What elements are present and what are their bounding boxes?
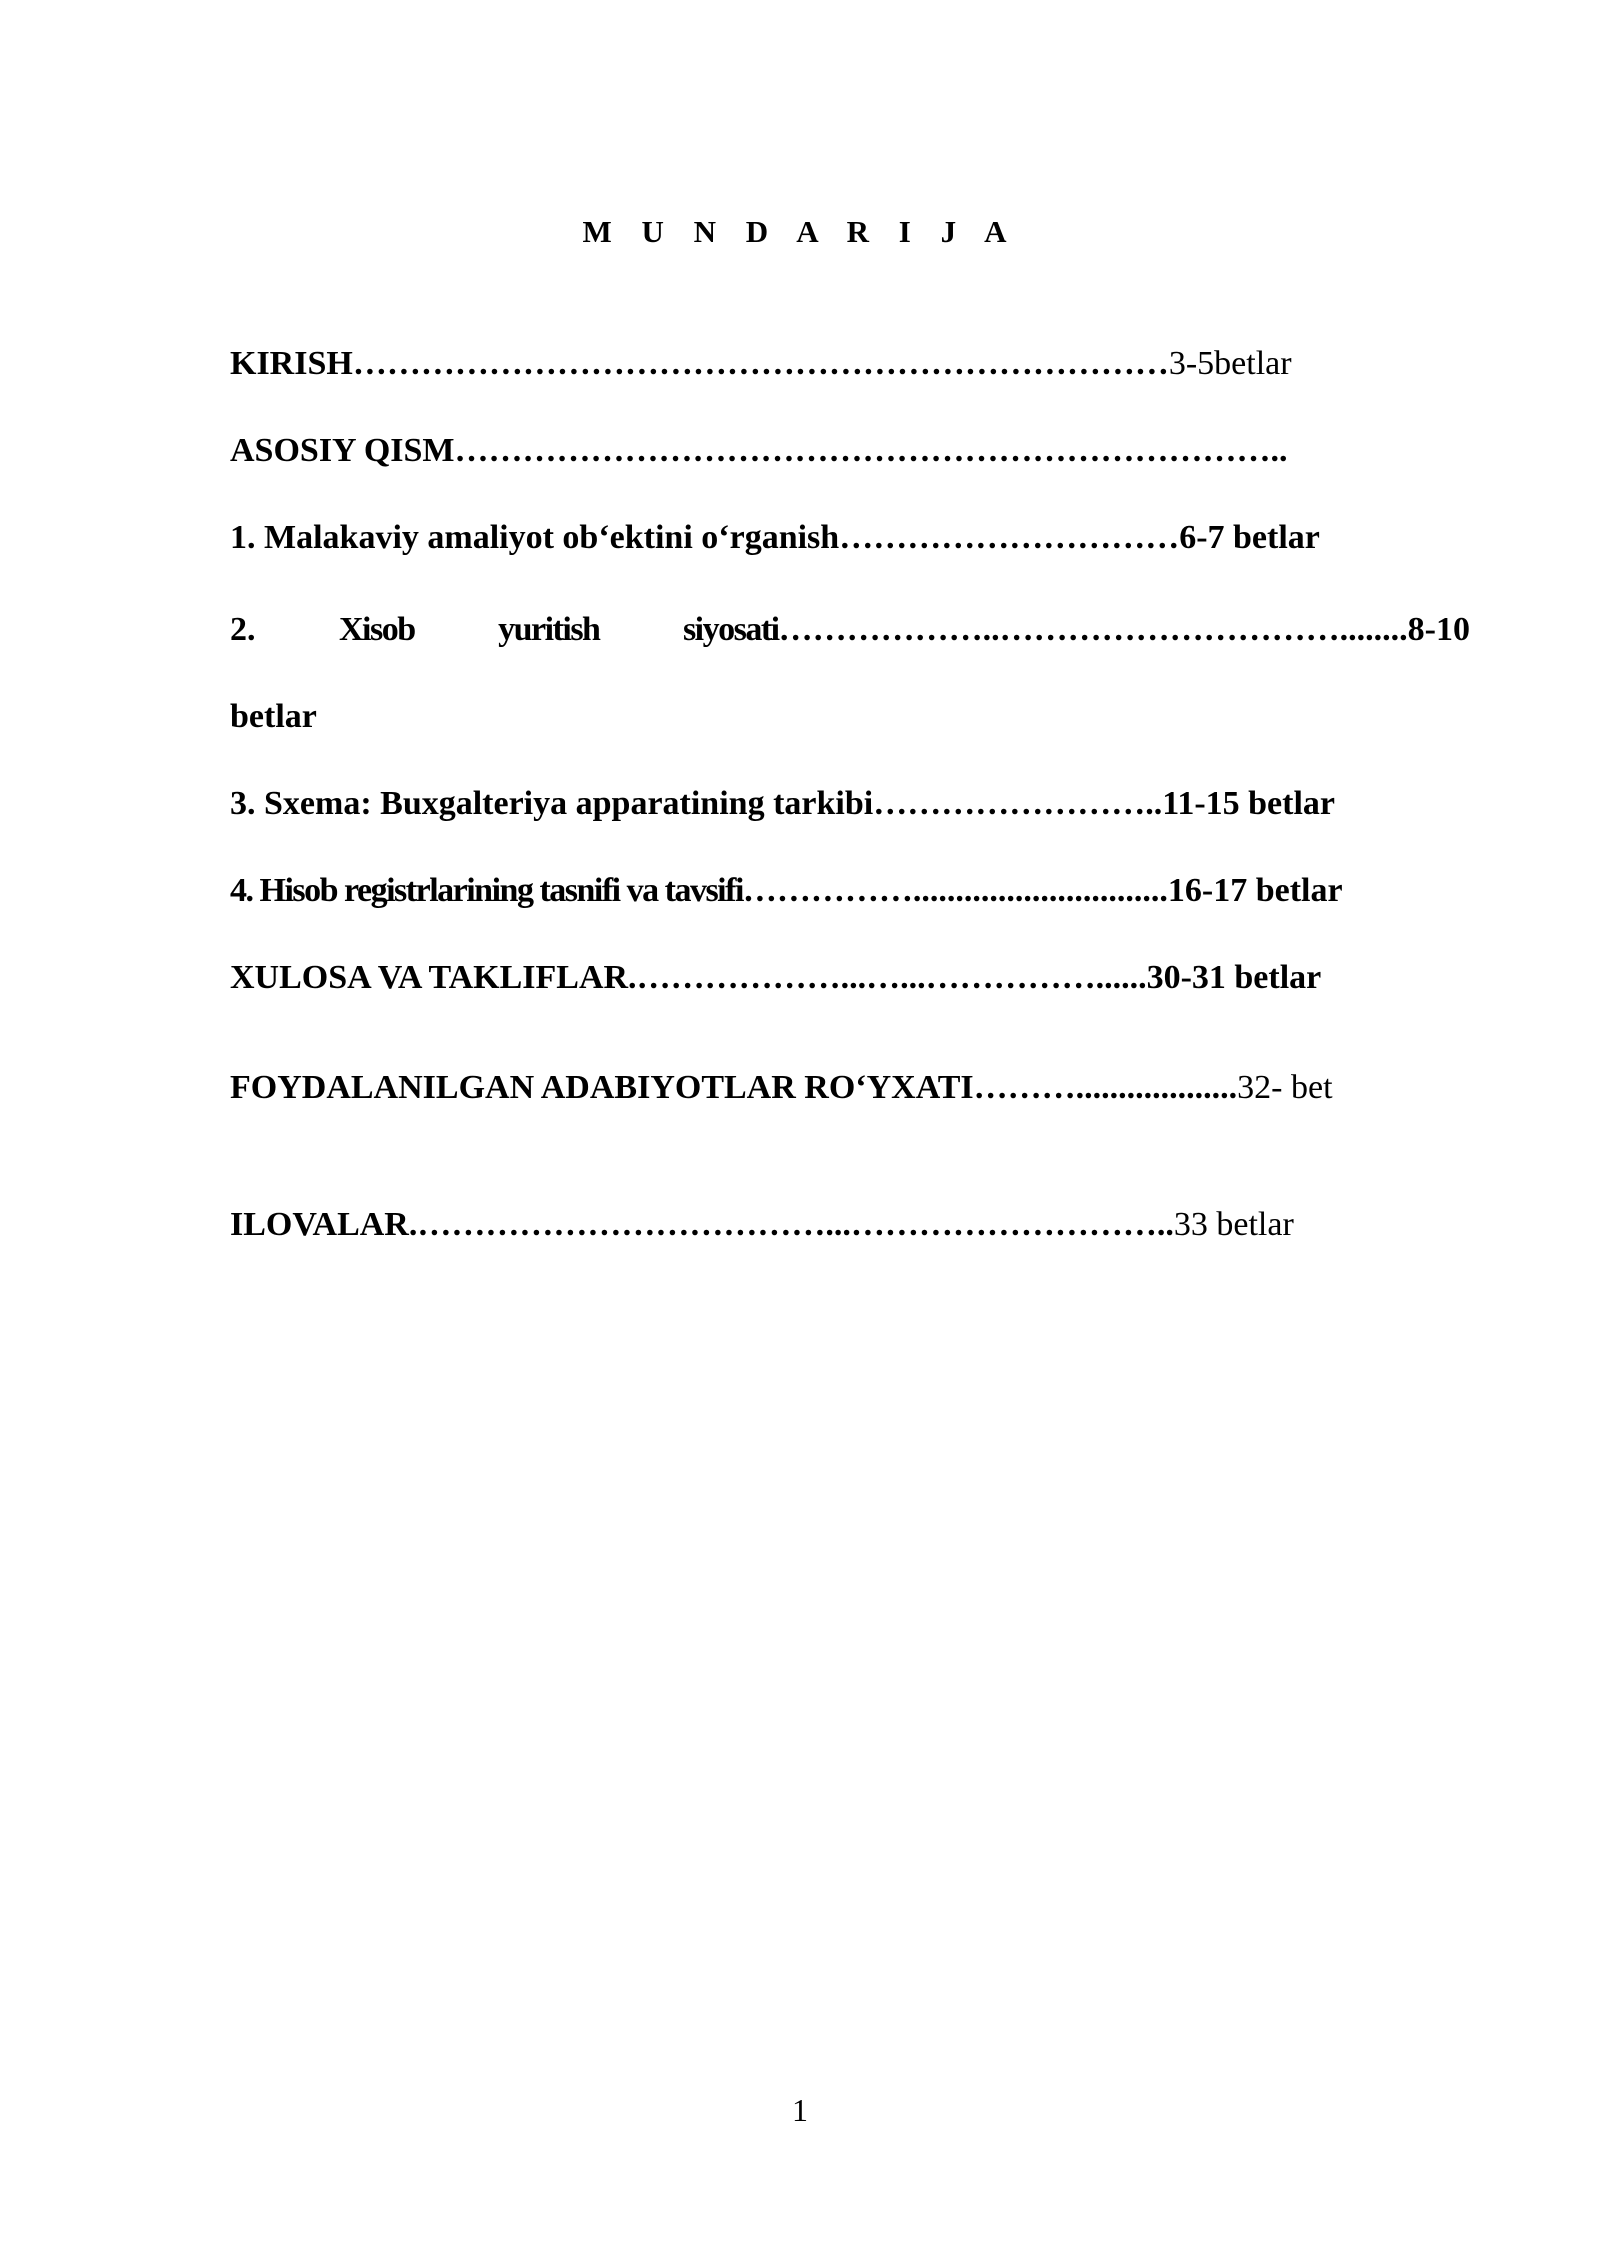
toc-entry-adabiyotlar (230, 1068, 1333, 1108)
toc-page-range: 3-5betlar (1168, 345, 1292, 382)
toc-leader-dots: ………………………… (839, 519, 1180, 556)
toc-entry-label: 1. Malakaviy amaliyot ob‘ektini o‘rganish (230, 519, 840, 556)
toc-entry-continuation: betlar (230, 698, 317, 735)
toc-leader-dots: …………………….. (873, 785, 1163, 822)
toc-leader-dots: ………………………………...……………………….. (417, 1206, 1174, 1243)
toc-leader-dots: ………................... (973, 1069, 1238, 1106)
toc-entry-xulosa (230, 958, 1321, 998)
toc-page-range: 6-7 betlar (1179, 519, 1320, 556)
toc-entry-label: XULOSA VA TAKLIFLAR. (230, 959, 637, 996)
toc-page-range: 32- bet (1237, 1069, 1333, 1106)
toc-leader-dots: ………………..…………………………........ (778, 611, 1408, 648)
page-number: 1 (792, 2092, 808, 2128)
toc-entry-1 (230, 518, 1320, 558)
toc-entry-3 (230, 784, 1335, 824)
toc-entry-word: siyosati (682, 611, 779, 648)
toc-page-range: 11-15 betlar (1162, 785, 1336, 822)
toc-leader-dots: ……………………………………………………………….. (454, 432, 1288, 469)
toc-leader-dots: ……………………………………………………………… (352, 345, 1169, 382)
toc-entry-label: 3. Sxema: Buxgalteriya apparatining tarkibi (230, 785, 874, 822)
toc-entry-label: ASOSIY QISM (230, 432, 455, 469)
toc-page-range: 33 betlar (1173, 1206, 1294, 1243)
document-title: M U N D A R I J A (582, 214, 1018, 249)
toc-entry-label: KIRISH (230, 345, 353, 382)
toc-entry-number: 2. (230, 611, 256, 648)
toc-entry-kirish (230, 344, 1292, 384)
toc-entry-label: 4. Hisob registrlarining tasnifi va tavsifi (230, 872, 743, 909)
toc-leader-dots: …………….............................. (742, 872, 1168, 909)
toc-entry-label: ILOVALAR. (230, 1206, 418, 1243)
toc-entry-word: Xisob (338, 611, 415, 648)
toc-entry-asosiy-qism (230, 431, 1288, 471)
toc-entry-word: yuritish (498, 611, 600, 648)
toc-entry-label: FOYDALANILGAN ADABIYOTLAR RO‘YXATI (230, 1069, 974, 1106)
toc-page-range: 16-17 betlar (1167, 872, 1343, 909)
toc-entry-2 (230, 610, 1470, 650)
toc-page-range: 8-10 (1407, 611, 1470, 648)
toc-entry-4 (230, 871, 1343, 911)
toc-entry-2-continuation (230, 697, 317, 737)
toc-entry-ilovalar (230, 1205, 1294, 1245)
toc-leader-dots: ………………...…...……………...... (636, 959, 1147, 996)
toc-page-range: 30-31 betlar (1146, 959, 1322, 996)
